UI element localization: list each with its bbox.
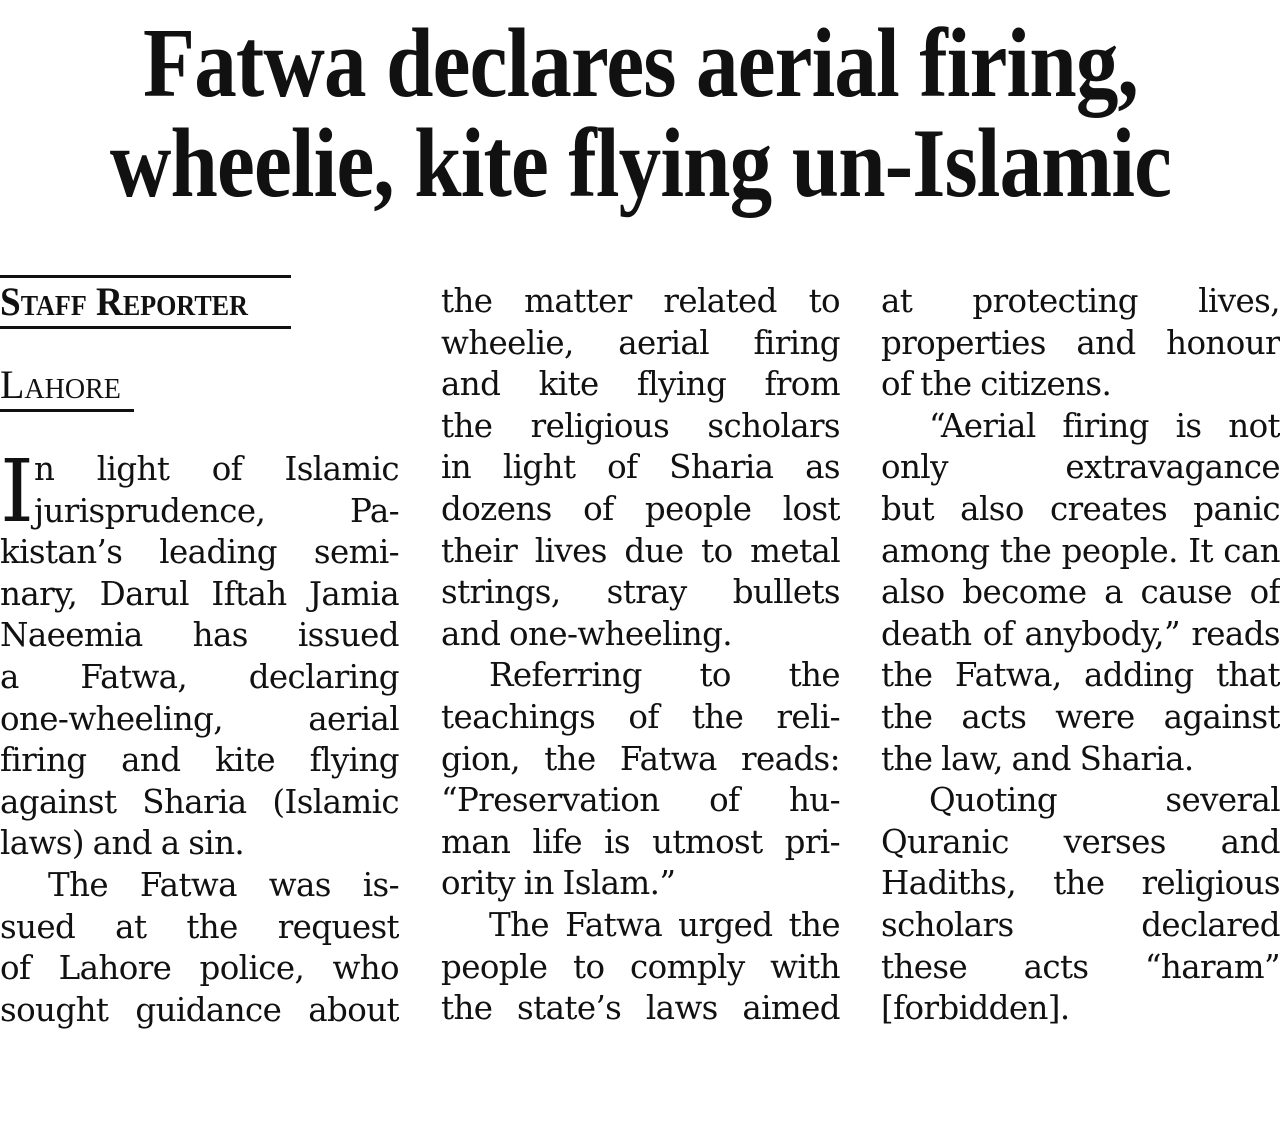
article-line: [forbidden]. xyxy=(881,989,1070,1028)
article-line: strings, stray bullets xyxy=(441,573,840,612)
article-line: ority in Islam.” xyxy=(441,864,676,903)
article-line: death of anybody,” reads xyxy=(881,614,1280,653)
byline-rule-bottom xyxy=(0,326,291,329)
byline: Staff Reporter xyxy=(0,279,248,324)
article-line: properties and honour xyxy=(881,323,1280,362)
article-line: “Aerial firing is not xyxy=(929,406,1280,445)
headline-line-2: wheelie, kite flying un-Islamic xyxy=(109,109,1172,218)
article-line: among the people. It can xyxy=(881,531,1280,570)
article-line: dozens of people lost xyxy=(441,489,840,528)
dateline: Lahore xyxy=(0,362,121,407)
article-line: kistan’s leading semi- xyxy=(0,533,399,572)
article-line: and kite flying from xyxy=(441,365,840,404)
article-line: “Preservation of hu- xyxy=(441,781,840,820)
article-line: and one-wheeling. xyxy=(441,614,733,653)
article-line: nary, Darul Iftah Jamia xyxy=(0,574,399,613)
article-line: Quranic verses and xyxy=(881,822,1280,861)
article-line: man life is utmost pri- xyxy=(441,822,840,861)
article-line: only extravagance xyxy=(881,448,1280,487)
drop-cap: I xyxy=(0,442,34,542)
article-line: the acts were against xyxy=(881,697,1280,736)
article-line: scholars declared xyxy=(881,905,1280,944)
headline-line-1: Fatwa declares aerial firing, xyxy=(143,9,1138,118)
byline-rule-top xyxy=(0,275,291,278)
article-line: the matter related to xyxy=(441,282,840,320)
article-line: gion, the Fatwa reads: xyxy=(441,739,840,778)
article-line: the state’s laws aimed xyxy=(441,989,840,1028)
article-line: n light of Islamic xyxy=(34,450,399,488)
article-column-1 xyxy=(0,442,399,1031)
article-line: the religious scholars xyxy=(441,406,840,445)
article-line: but also creates panic xyxy=(881,489,1280,528)
article-line: Hadiths, the religious xyxy=(881,864,1280,903)
article-line: these acts “haram” xyxy=(881,947,1280,986)
article-line: jurisprudence, Pa- xyxy=(34,491,399,530)
article-column-2 xyxy=(441,281,840,1030)
article-line: firing and kite flying xyxy=(0,741,399,780)
article-line: of Lahore police, who xyxy=(0,949,399,988)
article-line: Naeemia has issued xyxy=(0,616,399,655)
article-line: wheelie, aerial firing xyxy=(441,323,840,362)
article-line: Referring to the xyxy=(489,656,840,695)
article-line: at protecting lives, xyxy=(881,282,1280,320)
article-line: one-wheeling, aerial xyxy=(0,699,399,738)
article-line: their lives due to metal xyxy=(441,531,840,570)
article-line: the law, and Sharia. xyxy=(881,739,1194,778)
article-line: The Fatwa urged the xyxy=(489,905,840,944)
dateline-rule xyxy=(0,409,134,412)
article-line: sought guidance about xyxy=(0,990,399,1029)
headline xyxy=(90,9,1192,218)
article-column-3 xyxy=(881,281,1280,1030)
article-line: a Fatwa, declaring xyxy=(0,657,399,696)
article-line: also become a cause of xyxy=(881,573,1280,612)
article-line: of the citizens. xyxy=(881,365,1112,404)
article-line: sued at the request xyxy=(0,907,399,946)
article-line: teachings of the reli- xyxy=(441,697,840,736)
article-line: laws) and a sin. xyxy=(0,824,245,863)
article-line: people to comply with xyxy=(441,947,840,986)
article-line: the Fatwa, adding that xyxy=(881,656,1280,695)
article-line: Quoting several xyxy=(929,781,1280,820)
article-line: against Sharia (Islamic xyxy=(0,782,399,821)
article-line: The Fatwa was is- xyxy=(48,865,399,904)
article-line: in light of Sharia as xyxy=(441,448,840,487)
